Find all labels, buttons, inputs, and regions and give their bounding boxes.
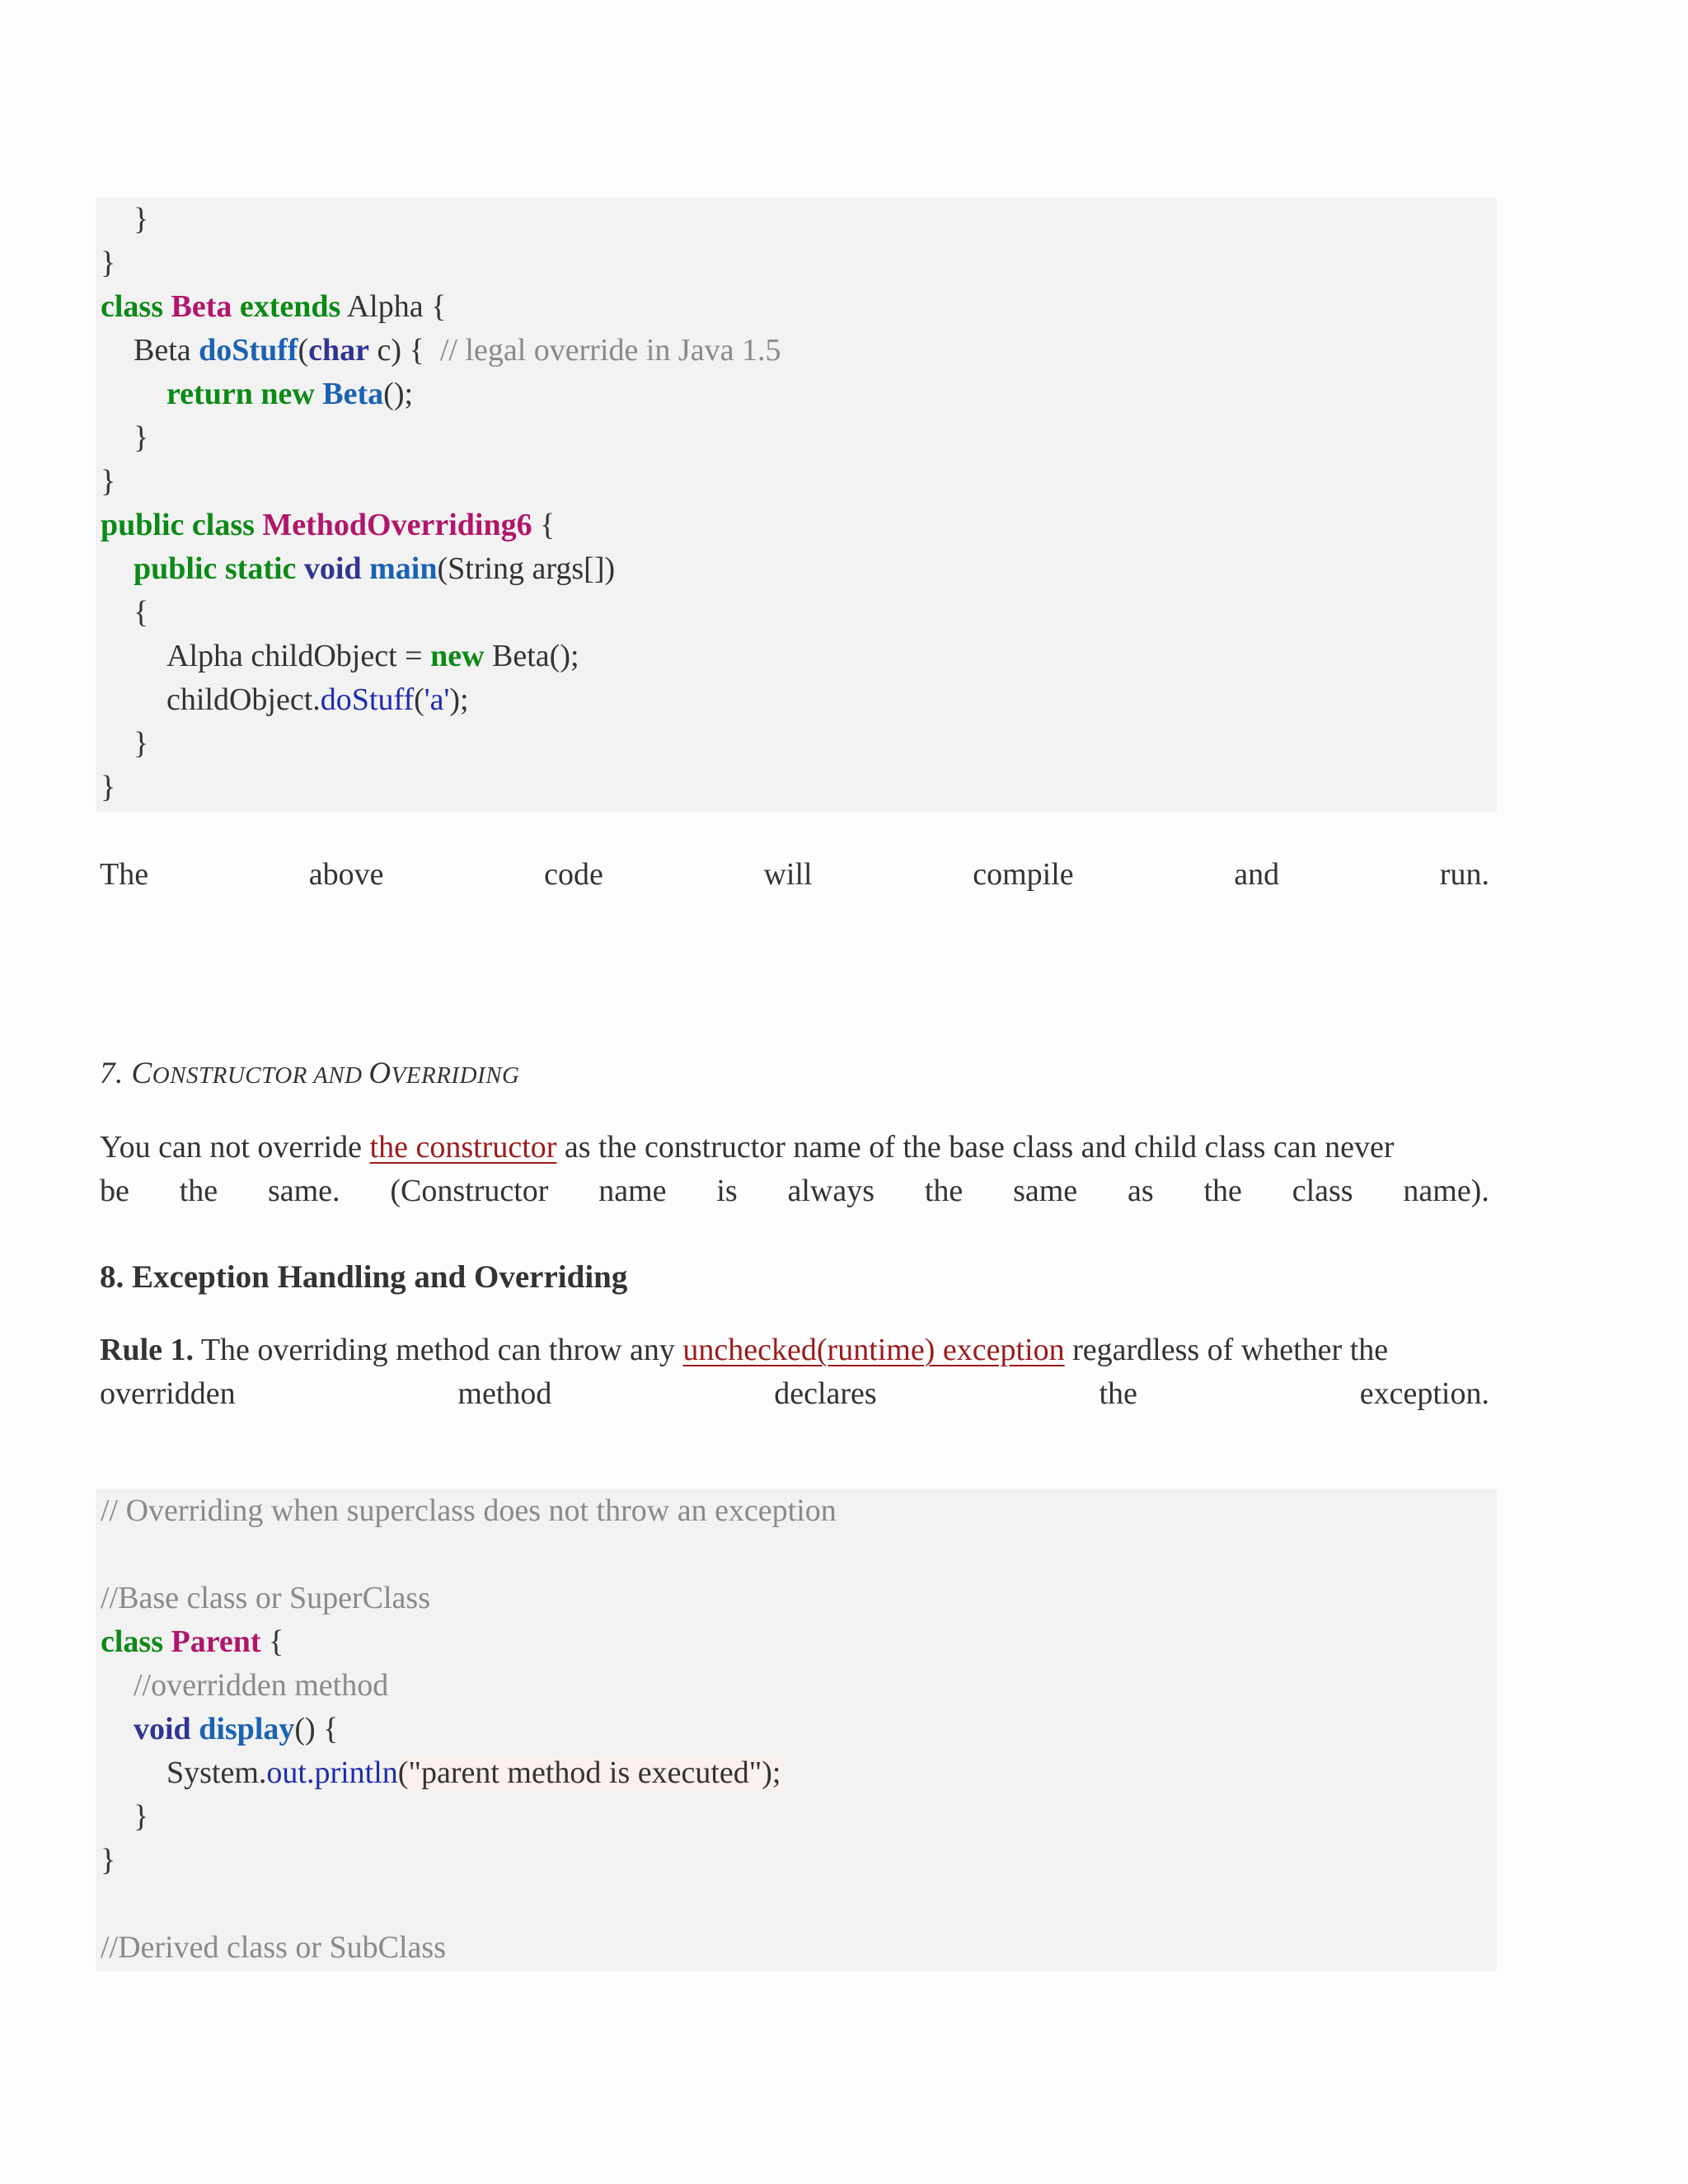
justified-line	[100, 1329, 1489, 1372]
keyword-class: class	[101, 1624, 163, 1659]
rule-label: Rule 1.	[100, 1333, 194, 1367]
heading-smallcaps: ONSTRUCTOR AND	[152, 1062, 369, 1089]
code-line	[101, 635, 1497, 678]
code-comment: //Base class or SuperClass	[101, 1581, 431, 1615]
string-literal: "parent method is executed"	[408, 1755, 762, 1790]
class-name-beta: Beta	[171, 289, 232, 324]
word: method	[457, 1376, 552, 1411]
heading-cap: O	[368, 1057, 392, 1090]
field-out: out	[266, 1755, 307, 1790]
text-run: The overriding method can throw any	[194, 1333, 683, 1367]
text-run: as the constructor name of the base class and child class can never	[556, 1130, 1395, 1165]
code-token: c) {	[369, 333, 440, 368]
code-line-blank	[101, 1882, 1497, 1926]
code-token: ();	[383, 377, 414, 411]
code-line	[101, 460, 1497, 504]
char-literal: 'a'	[424, 682, 450, 717]
code-token: .	[306, 1755, 315, 1790]
code-token: }	[101, 770, 116, 804]
code-line	[101, 678, 1497, 722]
code-line	[101, 1620, 1497, 1664]
code-comment: //Derived class or SubClass	[101, 1930, 447, 1965]
word: name	[598, 1174, 667, 1208]
keyword-public: public	[134, 551, 218, 586]
justified-line	[100, 1169, 1489, 1213]
method-name-main: main	[369, 551, 438, 586]
method-call-dostuff: doStuff	[320, 682, 415, 717]
word: name).	[1403, 1174, 1489, 1208]
word: above	[308, 857, 384, 892]
link-the-constructor[interactable]: the constructor	[369, 1130, 557, 1165]
word: the	[1099, 1376, 1137, 1411]
text-run	[100, 1329, 1388, 1372]
word: same.	[267, 1174, 340, 1208]
word: is	[716, 1174, 738, 1208]
text-run	[100, 1126, 1395, 1169]
word: declares	[774, 1376, 877, 1411]
code-token: }	[101, 464, 116, 499]
word: will	[763, 857, 813, 892]
code-line	[101, 1926, 1497, 1970]
word: class	[1292, 1174, 1353, 1208]
method-call-println: println	[314, 1755, 398, 1790]
code-token: childObject.	[166, 682, 321, 717]
heading-number: 7.	[100, 1057, 132, 1090]
code-line	[101, 198, 1497, 241]
keyword-new: new	[430, 639, 485, 673]
word: same	[1013, 1174, 1078, 1208]
paragraph-constructor	[100, 1126, 1489, 1213]
justified-line	[100, 1372, 1489, 1416]
code-token: }	[134, 1799, 149, 1834]
code-line	[101, 1708, 1497, 1751]
text-run: regardless of whether the	[1064, 1333, 1389, 1367]
text-run: You can not override	[100, 1130, 370, 1165]
word: be	[100, 1174, 129, 1208]
code-line	[101, 1751, 1497, 1795]
code-line	[101, 241, 1497, 285]
code-line	[101, 1489, 1497, 1533]
code-line	[101, 373, 1497, 416]
code-token: (	[298, 333, 309, 368]
code-comment: // legal override in Java 1.5	[439, 333, 781, 368]
heading-cap: C	[131, 1057, 152, 1090]
code-token: }	[134, 726, 149, 761]
code-line	[101, 285, 1497, 329]
code-token: }	[134, 420, 149, 455]
justified-line	[100, 1126, 1489, 1169]
code-line	[101, 416, 1497, 460]
paragraph-compile-result	[100, 853, 1489, 897]
method-name-dostuff: doStuff	[199, 333, 298, 368]
code-token: () {	[294, 1712, 339, 1746]
keyword-void: void	[134, 1712, 191, 1746]
code-token: (	[414, 682, 424, 717]
code-line-blank	[101, 1533, 1497, 1577]
word: run.	[1439, 857, 1489, 892]
code-block-parent-class	[96, 1489, 1497, 1971]
code-token: (	[397, 1755, 409, 1790]
word: as	[1127, 1174, 1154, 1208]
class-name-methodoverriding6: MethodOverriding6	[262, 508, 532, 542]
code-token: }	[134, 202, 149, 237]
word: overridden	[100, 1376, 236, 1411]
code-line	[101, 722, 1497, 766]
code-token: );	[449, 682, 469, 717]
code-line	[101, 591, 1497, 635]
code-line	[101, 1795, 1497, 1839]
code-comment: // Overriding when superclass does not throw an exception	[101, 1493, 837, 1528]
code-comment: //overridden method	[134, 1668, 389, 1703]
code-line	[101, 329, 1497, 373]
word: (Constructor	[390, 1174, 549, 1208]
code-token: }	[101, 1843, 116, 1877]
section-heading-8: 8. Exception Handling and Overriding	[100, 1259, 628, 1295]
heading-smallcaps: VERRIDING	[391, 1062, 520, 1089]
code-token: }	[101, 246, 116, 280]
code-line	[101, 504, 1497, 547]
code-block-beta-override	[96, 198, 1497, 812]
code-line	[101, 1664, 1497, 1708]
word: compile	[973, 857, 1074, 892]
keyword-void: void	[303, 551, 362, 586]
constructor-call-beta: Beta	[322, 377, 384, 411]
string-highlight	[398, 1755, 781, 1790]
keyword-return: return	[166, 377, 253, 411]
keyword-new: new	[260, 377, 315, 411]
code-token: {	[134, 595, 149, 630]
paragraph-rule-1	[100, 1329, 1489, 1416]
code-line	[101, 547, 1497, 591]
word: the	[924, 1174, 964, 1208]
code-line	[101, 766, 1497, 809]
link-unchecked-runtime-exception[interactable]: unchecked(runtime) exception	[682, 1333, 1065, 1367]
code-line	[101, 1839, 1497, 1882]
code-token: (String args[])	[437, 551, 616, 586]
word: and	[1234, 857, 1280, 892]
code-token: );	[762, 1755, 781, 1790]
keyword-class: class	[101, 289, 163, 324]
method-name-display: display	[199, 1712, 295, 1746]
keyword-class: class	[191, 508, 255, 542]
code-token: Alpha childObject =	[166, 639, 431, 673]
code-token: Alpha {	[340, 289, 447, 324]
word: The	[100, 857, 149, 892]
code-token: Beta	[134, 333, 199, 368]
code-token: Beta();	[484, 639, 579, 673]
section-heading-7	[100, 1056, 519, 1091]
code-token: {	[532, 508, 556, 542]
keyword-static: static	[224, 551, 297, 586]
code-token: {	[260, 1624, 284, 1659]
keyword-char: char	[308, 333, 370, 368]
word: the	[1203, 1174, 1242, 1208]
word: always	[787, 1174, 875, 1208]
keyword-extends: extends	[239, 289, 341, 324]
word: code	[544, 857, 603, 892]
word: exception.	[1359, 1376, 1489, 1411]
code-line	[101, 1577, 1497, 1620]
keyword-public: public	[101, 508, 185, 542]
justified-line	[100, 853, 1489, 897]
word: the	[179, 1174, 218, 1208]
code-token: System.	[166, 1755, 267, 1790]
class-name-parent: Parent	[171, 1624, 261, 1659]
